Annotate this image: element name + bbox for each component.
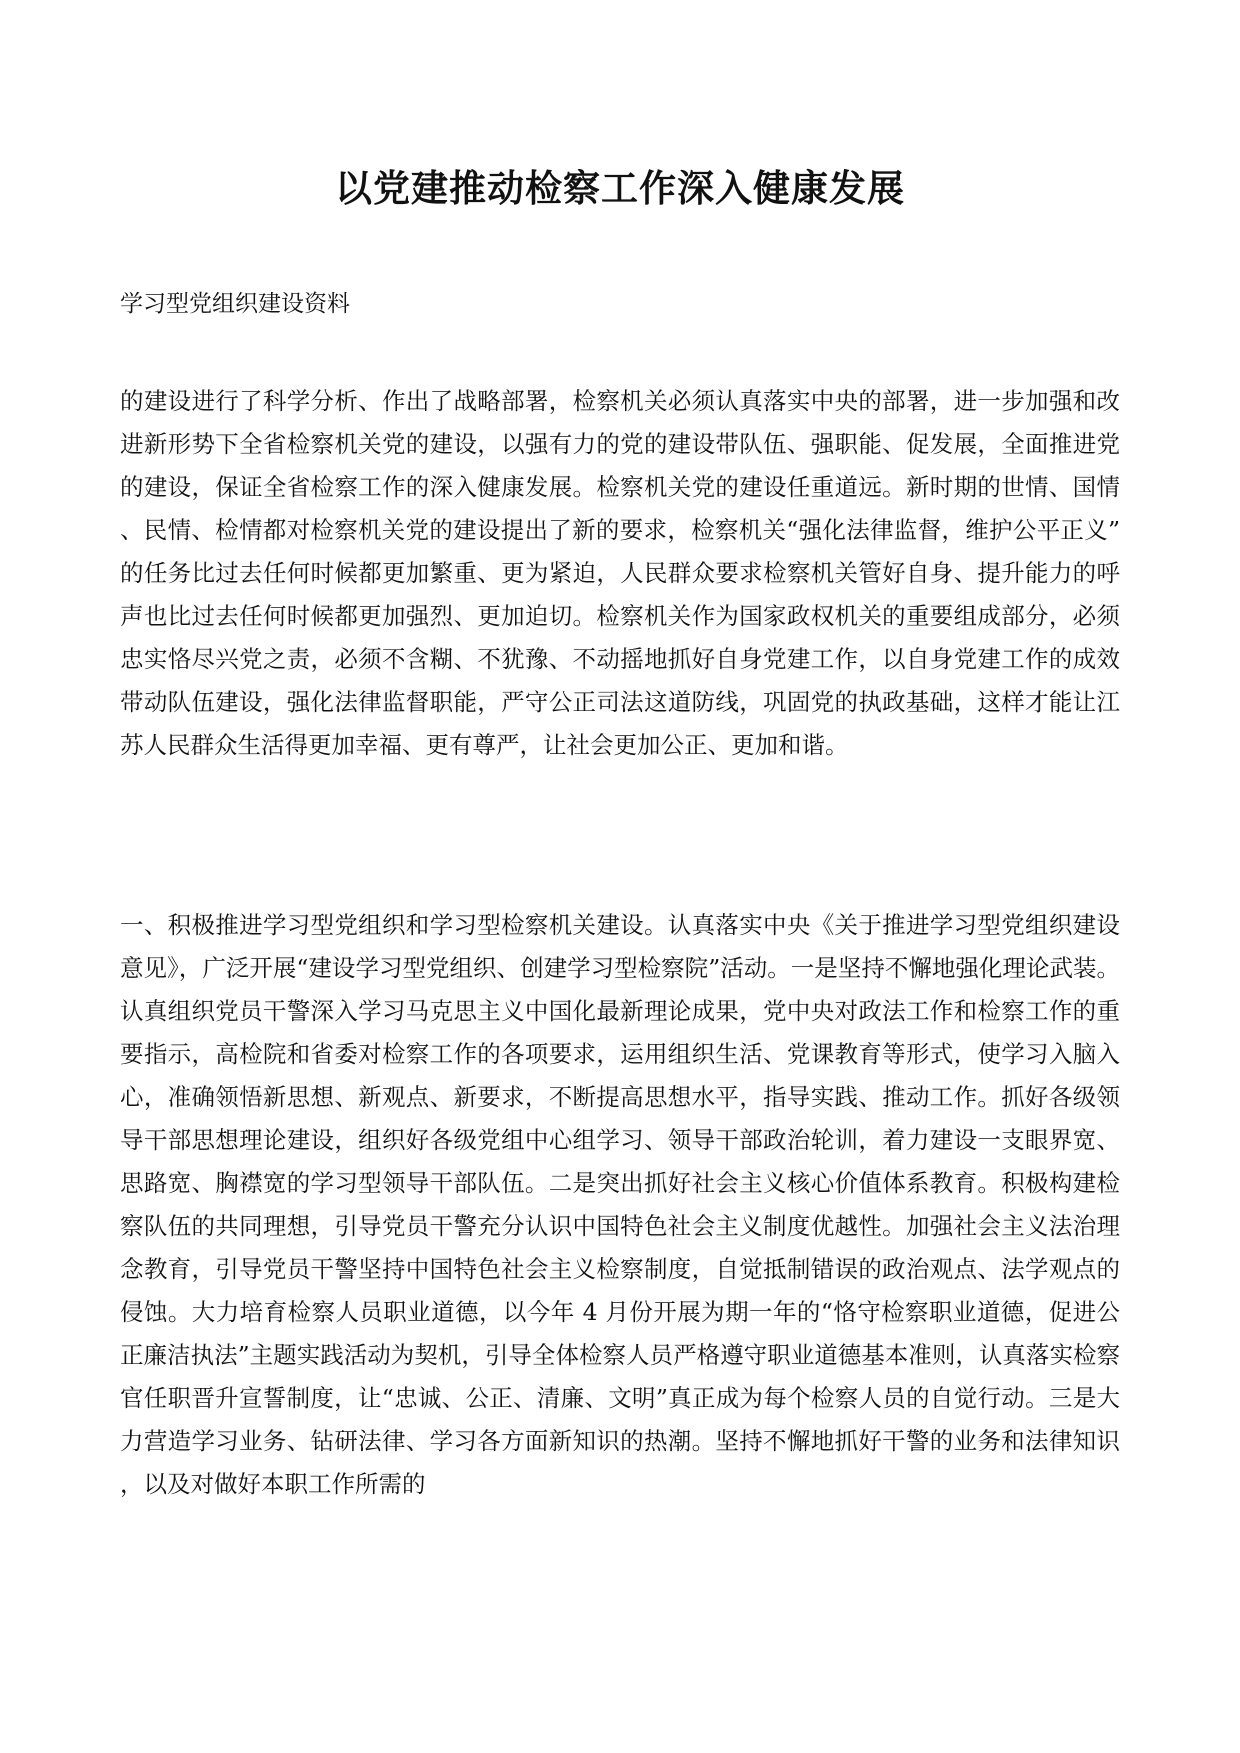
document-title: 以党建推动检察工作深入健康发展 bbox=[335, 166, 905, 210]
document-subtitle: 学习型党组织建设资料 bbox=[120, 291, 350, 317]
body-paragraph: 的建设进行了科学分析、作出了战略部署，检察机关必须认真落实中央的部署，进一步加强和改进新形势下全省检察机关党的建设，以强有力的党的建设带队伍、强职能、促发展，全面推进党的建设，保证全省检察工作的深入健康发展。检察机关党的建设任重道远。新时期的世情、国情、民情、检情都对检察机关党的建设提出了新的要求，检察机关“强化法律监督，维护公平正义”的任务比过去任何时候都更加繁重、更为紧迫，人民群众要求检察机关管好自身、提升能力的呼声也比过去任何时候都更加强烈、更加迫切。检察机关作为国家政权机关的重要组成部分，必须忠实恪尽兴党之责，必须不含糊、不犹豫、不动摇地抓好自身党建工作，以自身党建工作的成效带动队伍建设，强化法律监督职能，严守公正司法这道防线，巩固党的执政基础，这样才能让江苏人民群众生活得更加幸福、更有尊严，让社会更加公正、更加和谐。 bbox=[120, 387, 1120, 759]
body-paragraph: 一、积极推进学习型党组织和学习型检察机关建设。认真落实中央《关于推进学习型党组织建设意见》，广泛开展“建设学习型党组织、创建学习型检察院”活动。一是坚持不懈地强化理论武装。认真组织党员干警深入学习马克思主义中国化最新理论成果，党中央对政法工作和检察工作的重要指示，高检院和省委对检察工作的各项要求，运用组织生活、党课教育等形式，使学习入脑入心，准确领悟新思想、新观点、新要求，不断提高思想水平，指导实践、推动工作。抓好各级领导干部思想理论建设，组织好各级党组中心组学习、领导干部政治轮训，着力建设一支眼界宽、思路宽、胸襟宽的学习型领导干部队伍。二是突出抓好社会主义核心价值体系教育。积极构建检察队伍的共同理想，引导党员干警充分认识中国特色社会主义制度优越性。加强社会主义法治理念教育，引导党员干警坚持中国特色社会主义检察制度，自觉抵制错误的政治观点、法学观点的侵蚀。大力培育检察人员职业道德，以今年 4 月份开展为期一年的“恪守检察职业道德，促进公正廉洁执法”主题实践活动为契机，引导全体检察人员严格遵守职业道德基本准则，认真落实检察官任职晋升宣誓制度，让“忠诚、公正、清廉、文明”真正成为每个检察人员的自觉行动。三是大力营造学习业务、钻研法律、学习各方面新知识的热潮。坚持不懈地抓好干警的业务和法律知识，以及对做好本职工作所需的 bbox=[120, 911, 1120, 1498]
